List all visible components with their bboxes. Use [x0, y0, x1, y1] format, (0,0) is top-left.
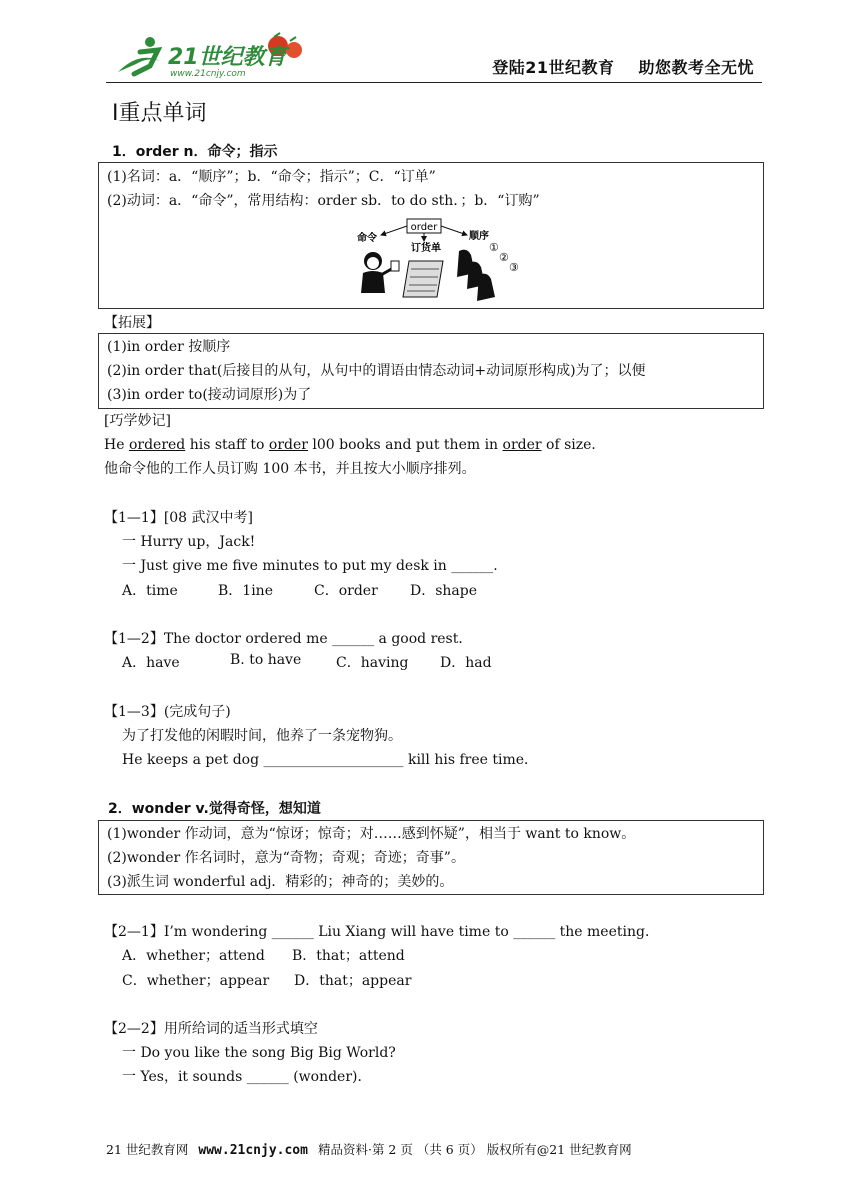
expand-line-1: (1)in order 按顺序	[107, 339, 231, 355]
q1-2-label: 【1—2】The doctor ordered me ______ a good rest．	[104, 631, 473, 647]
expand-line-2: (2)in order that(后接目的从句，从句中的谓语由情态动词+动词原形构成)为了；以便	[107, 363, 646, 379]
header-slogan	[468, 55, 754, 78]
logo-url: www.21cnjy.com	[170, 69, 246, 79]
q2-1-option-c: C．whether；appear	[122, 973, 270, 989]
q1-1-option-b: B．1ine	[218, 583, 273, 599]
memo-en-underlined: order	[268, 437, 308, 453]
q1-1-option-c: C．order	[314, 583, 378, 599]
memo-en-underlined: order	[502, 437, 542, 453]
q1-2-option-b: B. to have	[230, 652, 302, 668]
expand-label: 【拓展】	[104, 315, 160, 331]
order-sheet-figure	[403, 261, 443, 297]
q2-2-line1: 一 Do you like the song Big Big World?	[122, 1045, 396, 1061]
q2-1-option-b: B．that；attend	[292, 948, 405, 964]
word1-definition-box	[98, 162, 764, 309]
memo-label: [巧学妙记]	[104, 413, 171, 429]
q1-1-line1: 一 Hurry up，Jack!	[122, 534, 256, 550]
section-title: Ⅰ重点单词	[112, 101, 207, 126]
queue-figures	[457, 250, 495, 301]
figure-num-2: ②	[499, 251, 509, 264]
memo-english	[104, 434, 605, 454]
q2-1-option-d: D．that；appear	[294, 973, 412, 989]
q2-1-label: 【2—1】I’m wondering ______ Liu Xiang will have time to ______ the meeting．	[104, 924, 659, 940]
word2-heading: 2．wonder v.觉得奇怪，想知道	[108, 801, 321, 817]
memo-en-part: of size．	[541, 437, 606, 453]
expand-box	[98, 333, 764, 409]
q1-3-line1: 为了打发他的闲暇时间，他养了一条宠物狗。	[122, 728, 402, 744]
word1-def-line-1: (1)名词：a．“顺序”；b．“命令；指示”；C．“订单”	[107, 169, 436, 185]
memo-en-part: He	[104, 437, 129, 453]
word1-heading: 1．order n．命令；指示	[112, 144, 278, 160]
q1-2-option-c: C．having	[336, 655, 409, 671]
memo-en-part: l00 books and put them in	[307, 437, 503, 453]
order-illustration	[351, 217, 531, 303]
page-footer	[106, 1140, 762, 1158]
q1-1-line2: 一 Just give me five minutes to put my desk in ______.	[122, 558, 498, 574]
header-slogan-2: 助您教考全无忧	[638, 58, 754, 77]
expand-line-3: (3)in order to(接动词原形)为了	[107, 387, 312, 403]
q2-2-line2: 一 Yes，it sounds ______ (wonder)．	[122, 1069, 372, 1085]
figure-center-label: order	[410, 222, 438, 233]
q1-3-label: 【1—3】(完成句子)	[104, 704, 231, 720]
q2-1-option-a: A．whether；attend	[122, 948, 265, 964]
figure-num-3: ③	[509, 261, 519, 274]
page-header	[106, 32, 762, 83]
q1-1-label: 【1—1】[08 武汉中考]	[104, 510, 254, 526]
q1-1-option-d: D．shape	[410, 583, 478, 599]
figure-left-label: 命令	[357, 233, 377, 244]
q1-2-option-d: D．had	[440, 655, 492, 671]
word1-def-line-2: (2)动词：a．“命令”，常用结构：order sb．to do sth．；b．“订购”	[107, 193, 540, 209]
logo-text: 21世纪教育	[168, 45, 287, 70]
memo-en-part: his staff to	[185, 437, 269, 453]
site-logo	[110, 32, 310, 80]
figure-right-label: 顺序	[469, 231, 489, 242]
footer-left: 21 世纪教育网	[106, 1142, 189, 1157]
memo-chinese: 他命令他的工作人员订购 100 本书，并且按大小顺序排列。	[104, 461, 476, 477]
commander-figure	[361, 252, 399, 293]
q2-2-label: 【2—2】用所给词的适当形式填空	[104, 1021, 318, 1037]
header-slogan-1: 登陆21世纪教育	[492, 58, 615, 77]
word2-def-line-3: (3)派生词 wonderful adj．精彩的；神奇的；美妙的。	[107, 874, 454, 890]
memo-en-underlined: ordered	[128, 437, 186, 453]
word2-def-line-1: (1)wonder 作动词，意为“惊讶；惊奇；对……感到怀疑”，相当于 want to know。	[107, 826, 636, 842]
footer-right: 精品资料·第 2 页 （共 6 页） 版权所有@21 世纪教育网	[317, 1142, 632, 1157]
q1-1-option-a: A．time	[122, 583, 178, 599]
q1-2-option-a: A．have	[122, 655, 180, 671]
figure-num-1: ①	[489, 241, 499, 254]
q1-3-line2: He keeps a pet dog ____________________ kill his free time．	[122, 752, 539, 768]
word2-definition-box	[98, 820, 764, 895]
footer-url[interactable]: www.21cnjy.com	[198, 1143, 308, 1158]
figure-middle-label: 订货单	[411, 243, 441, 254]
word2-def-line-2: (2)wonder 作名词时，意为“奇物；奇观；奇迹；奇事”。	[107, 850, 465, 866]
